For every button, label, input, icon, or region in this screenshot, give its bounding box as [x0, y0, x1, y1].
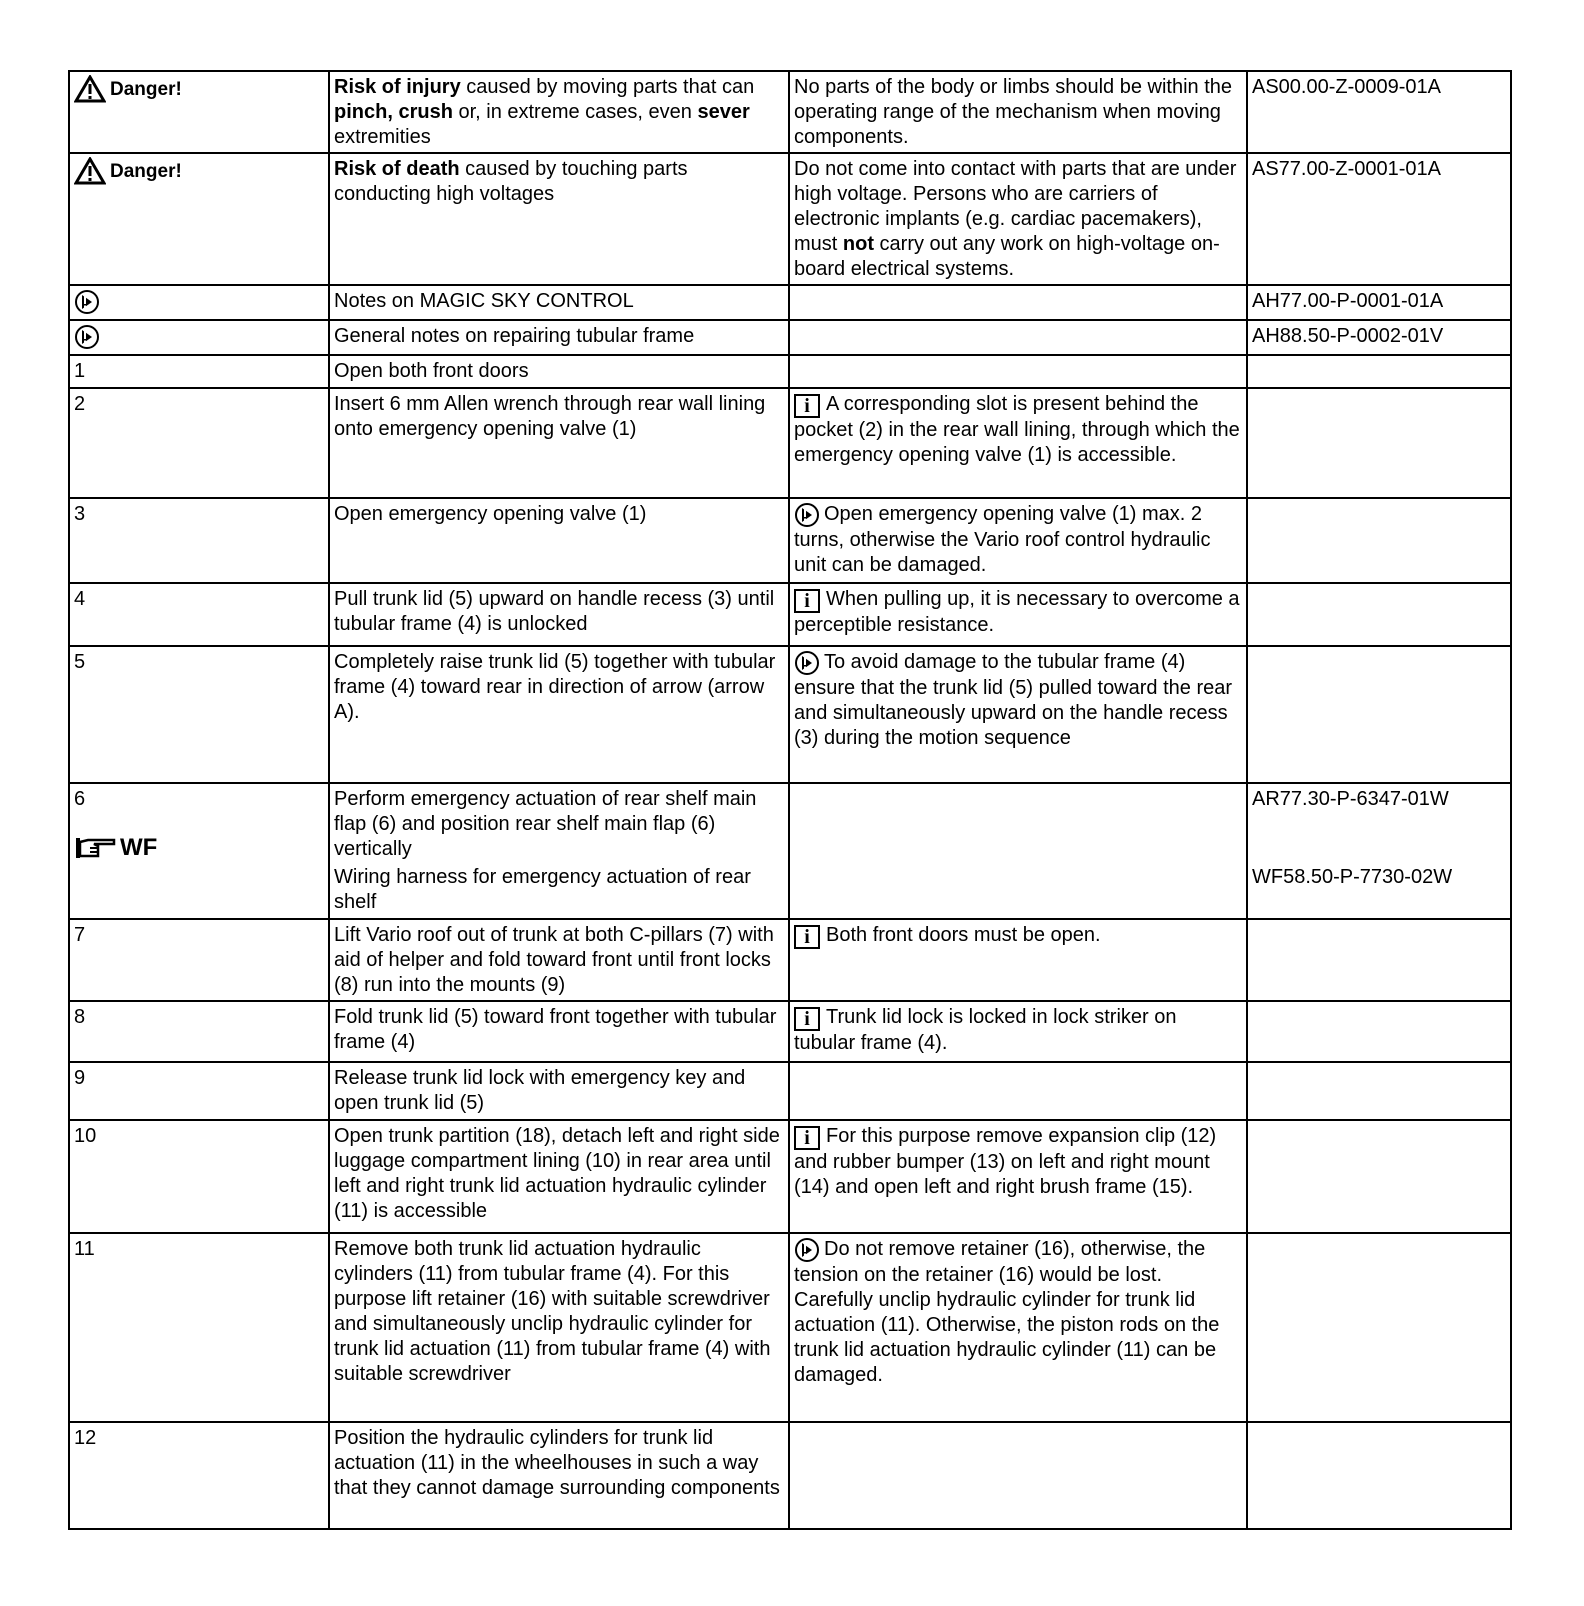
step-text: Completely raise trunk lid (5) together with tubular frame (4) toward rear in direction of arrow (arrow A). [329, 646, 789, 783]
table-row [69, 355, 1511, 388]
step-text: Open trunk partition (18), detach left and right side luggage compartment lining (10) in rear area until left and right trunk lid actuation hydraulic cylinder (11) is accessible [329, 1120, 789, 1233]
step-number: 10 [69, 1120, 329, 1233]
step-text: Perform emergency actuation of rear shelf main flap (6) and position rear shelf main flap (6) vertically [334, 788, 757, 860]
document-reference: AR77.30-P-6347-01W [1252, 788, 1449, 810]
note-text: General notes on repairing tubular frame [334, 325, 695, 347]
empty-cell [789, 320, 1247, 355]
table-row [69, 1233, 1511, 1422]
reference-cell [1247, 783, 1511, 919]
step-number: 2 [69, 388, 329, 498]
empty-cell [1247, 646, 1511, 783]
danger-label: Danger! [110, 161, 182, 182]
note-text: To avoid damage to the tubular frame (4) ensure that the trunk lid (5) pulled toward the rear and simultaneously upward on the handle recess (3) during the motion sequence [794, 651, 1233, 749]
step-number: 7 [69, 919, 329, 1001]
wiring-reference-marker [74, 834, 324, 860]
remedy-text: No parts of the body or limbs should be within the operating range of the mechanism when moving components. [794, 76, 1233, 148]
info-icon: i [794, 589, 820, 613]
reference-cell [1247, 320, 1511, 355]
step-text: Remove both trunk lid actuation hydraulic cylinders (11) from tubular frame (4). For this purpose lift retainer (16) with suitable screwdriver and simultaneously unclip hydraulic cylinder for trunk lid actuation (11) from tubular frame (4) with suitable screwdriver [329, 1233, 789, 1422]
step-text-cell [329, 783, 789, 919]
step-text: Open both front doors [329, 355, 789, 388]
table-row [69, 153, 1511, 285]
risk-text: caused by moving parts that can [460, 76, 755, 98]
note-text: Carefully unclip hydraulic cylinder for trunk lid actuation (11). Otherwise, the piston rods on the trunk lid actuation hydraulic cylinder (11) can be damaged. [794, 1289, 1220, 1386]
step-text: Position the hydraulic cylinders for trunk lid actuation (11) in the wheelhouses in such a way that they cannot damage surrounding components [329, 1422, 789, 1529]
table-row [69, 498, 1511, 583]
step-info-cell [789, 1001, 1247, 1062]
empty-cell [789, 783, 1247, 919]
note-text: Do not remove retainer (16), otherwise, the tension on the retainer (16) would be lost. [794, 1238, 1206, 1286]
warning-triangle-icon [74, 75, 106, 103]
risk-text: caused by touching parts conducting high voltages [334, 158, 688, 205]
empty-cell [1247, 919, 1511, 1001]
hazard-label-cell [69, 153, 329, 285]
table-row [69, 919, 1511, 1001]
hazard-remedy-cell [789, 71, 1247, 153]
remedy-text: carry out any work on high-voltage on-board electrical systems. [794, 233, 1220, 280]
risk-text: or, in extreme cases, even [452, 101, 698, 123]
step-text: Lift Vario roof out of trunk at both C-pillars (7) with aid of helper and fold toward front until front locks (8) run into the mounts (9) [329, 919, 789, 1001]
step-info-cell [789, 919, 1247, 1001]
empty-cell [1247, 1120, 1511, 1233]
note-icon [74, 324, 100, 350]
info-text: When pulling up, it is necessary to overcome a perceptible resistance. [794, 588, 1240, 636]
info-text: Trunk lid lock is locked in lock striker on tubular frame (4). [794, 1006, 1177, 1054]
table-row [69, 1422, 1511, 1529]
hazard-label-cell [69, 71, 329, 153]
warning-triangle-icon [74, 157, 106, 185]
table-row [69, 320, 1511, 355]
step-note-cell [789, 1233, 1247, 1422]
step-number: 8 [69, 1001, 329, 1062]
info-icon: i [794, 1007, 820, 1031]
table-row [69, 583, 1511, 646]
repair-instructions-sheet [68, 70, 1510, 1530]
hazard-remedy-cell [789, 153, 1247, 285]
info-icon: i [794, 1126, 820, 1150]
wf-label: WF [120, 833, 158, 861]
step-text: Release trunk lid lock with emergency key and open trunk lid (5) [329, 1062, 789, 1120]
note-icon-cell [69, 320, 329, 355]
step-number: 6 [74, 788, 86, 810]
note-icon [74, 289, 100, 315]
step-number: 9 [69, 1062, 329, 1120]
empty-cell [1247, 355, 1511, 388]
empty-cell [1247, 388, 1511, 498]
table-row [69, 1062, 1511, 1120]
note-icon [794, 502, 820, 528]
risk-title: Risk of injury [334, 76, 461, 98]
info-text: A corresponding slot is present behind the pocket (2) in the rear wall lining, through which the emergency opening valve (1) is accessible. [794, 393, 1240, 466]
note-text: Notes on MAGIC SKY CONTROL [334, 290, 634, 312]
document-reference: AS77.00-Z-0001-01A [1252, 158, 1442, 180]
step-text: Pull trunk lid (5) upward on handle recess (3) until tubular frame (4) is unlocked [329, 583, 789, 646]
empty-cell [789, 355, 1247, 388]
step-number: 3 [69, 498, 329, 583]
reference-cell [1247, 71, 1511, 153]
table-row [69, 646, 1511, 783]
document-reference: AH88.50-P-0002-01V [1252, 325, 1444, 347]
note-text-cell [329, 320, 789, 355]
note-icon-cell [69, 285, 329, 320]
step-info-cell [789, 583, 1247, 646]
step-note-cell [789, 498, 1247, 583]
document-reference: AH77.00-P-0001-01A [1252, 290, 1444, 312]
table-row [69, 71, 1511, 153]
risk-text: extremities [334, 126, 431, 148]
remedy-text: Do not come into contact with parts that are under high voltage. Persons who are carriers of electronic implants (e.g. cardiac pacemakers), must [794, 158, 1237, 255]
document-reference: AS00.00-Z-0009-01A [1252, 76, 1442, 98]
info-text: For this purpose remove expansion clip (12) and rubber bumper (13) on left and right mount (14) and open left and right brush frame (15). [794, 1125, 1217, 1198]
empty-cell [1247, 1422, 1511, 1529]
risk-title: Risk of death [334, 158, 460, 180]
step-info-cell [789, 1120, 1247, 1233]
remedy-emphasis: not [842, 233, 874, 255]
empty-cell [789, 285, 1247, 320]
risk-emphasis: sever [697, 101, 750, 123]
procedure-table [68, 70, 1512, 1530]
step-text: Open emergency opening valve (1) [329, 498, 789, 583]
wiring-text: Wiring harness for emergency actuation of rear shelf [334, 866, 751, 913]
note-icon [794, 1237, 820, 1263]
hazard-risk-cell [329, 71, 789, 153]
table-row [69, 285, 1511, 320]
note-icon [794, 650, 820, 676]
step-number: 4 [69, 583, 329, 646]
wiring-reference: WF58.50-P-7730-02W [1252, 866, 1453, 888]
info-text: Both front doors must be open. [826, 924, 1101, 946]
danger-label: Danger! [110, 79, 182, 100]
table-row [69, 1120, 1511, 1233]
table-row [69, 783, 1511, 919]
step-number: 5 [69, 646, 329, 783]
table-row [69, 1001, 1511, 1062]
hazard-risk-cell [329, 153, 789, 285]
step-number: 11 [69, 1233, 329, 1422]
step-number: 1 [69, 355, 329, 388]
info-icon: i [794, 925, 820, 949]
empty-cell [1247, 583, 1511, 646]
reference-cell [1247, 153, 1511, 285]
risk-emphasis: pinch, crush [334, 101, 453, 123]
empty-cell [1247, 1001, 1511, 1062]
step-number-cell [69, 783, 329, 919]
table-row [69, 388, 1511, 498]
empty-cell [1247, 1233, 1511, 1422]
info-icon: i [794, 394, 820, 418]
note-text: Open emergency opening valve (1) max. 2 turns, otherwise the Vario roof control hydraulic unit can be damaged. [794, 503, 1211, 576]
empty-cell [1247, 1062, 1511, 1120]
step-note-cell [789, 646, 1247, 783]
pointing-hand-icon [74, 834, 118, 860]
empty-cell [1247, 498, 1511, 583]
note-text-cell [329, 285, 789, 320]
step-info-cell [789, 388, 1247, 498]
empty-cell [789, 1422, 1247, 1529]
empty-cell [789, 1062, 1247, 1120]
step-text: Insert 6 mm Allen wrench through rear wall lining onto emergency opening valve (1) [329, 388, 789, 498]
step-number: 12 [69, 1422, 329, 1529]
reference-cell [1247, 285, 1511, 320]
step-text: Fold trunk lid (5) toward front together with tubular frame (4) [329, 1001, 789, 1062]
